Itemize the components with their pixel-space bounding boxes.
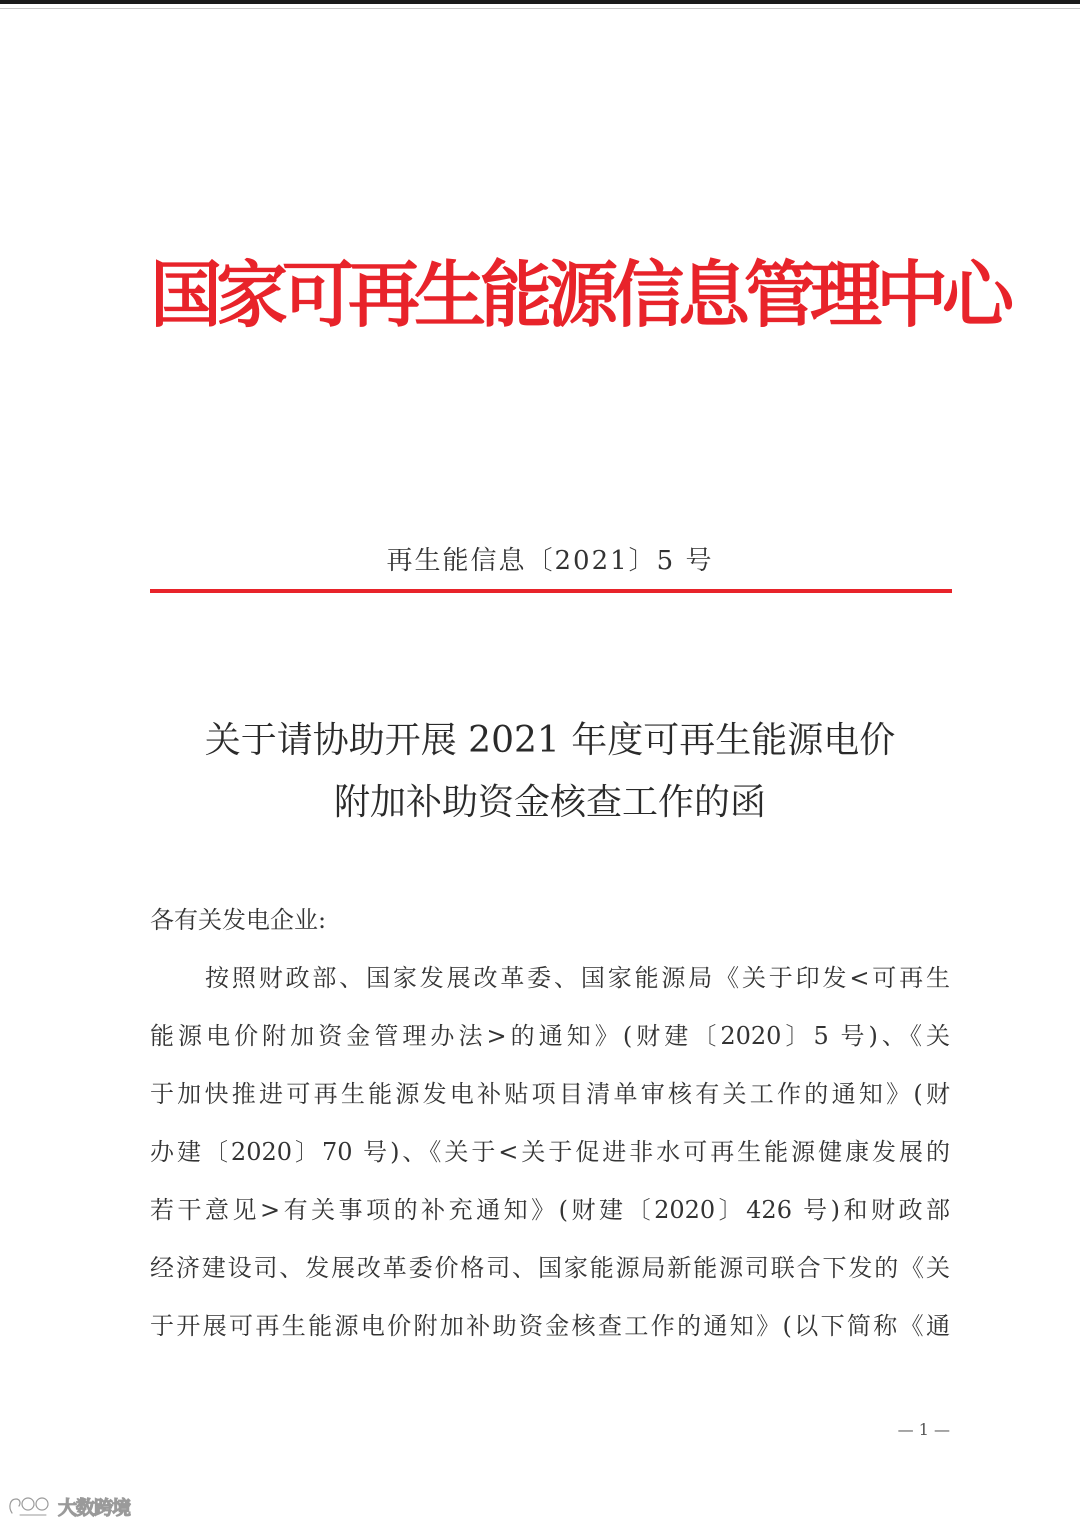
- watermark-logo-icon: [6, 1493, 54, 1519]
- body-paragraph: [150, 955, 950, 1361]
- scan-border-top: [0, 0, 1080, 4]
- body-line: 于开展可再生能源电价附加补助资金核查工作的通知》(以下简称《通: [150, 1312, 950, 1340]
- body-line: 若干意见>有关事项的补充通知》(财建〔2020〕426 号)和财政部: [150, 1196, 950, 1224]
- body-line: 经济建设司、发展改革委价格司、国家能源局新能源司联合下发的《关: [150, 1254, 950, 1282]
- document-title: [150, 710, 950, 834]
- body-line: 于加快推进可再生能源发电补贴项目清单审核有关工作的通知》(财: [150, 1080, 950, 1108]
- body-line: 按照财政部、国家发展改革委、国家能源局《关于印发<可再生: [205, 964, 950, 992]
- salutation: 各有关发电企业:: [150, 906, 327, 934]
- document-title-line-1: 关于请协助开展 2021 年度可再生能源电价: [204, 720, 896, 761]
- watermark: [6, 1490, 130, 1522]
- body-line: 能源电价附加资金管理办法>的通知》(财建〔2020〕5 号)、《关: [150, 1022, 950, 1050]
- red-divider-line: [150, 589, 952, 593]
- scan-border-top-faint: [0, 8, 1080, 9]
- document-title-line-2: 附加补助资金核查工作的函: [333, 782, 766, 823]
- watermark-text: 大数跨境: [58, 1496, 131, 1519]
- letterhead-title: 国家可再生能源信息管理中心: [150, 252, 1009, 337]
- page-number: — 1 —: [897, 1420, 950, 1439]
- body-line: 办建〔2020〕70 号)、《关于<关于促进非水可再生能源健康发展的: [150, 1138, 950, 1166]
- document-number: 再生能信息〔2021〕5 号: [386, 546, 714, 576]
